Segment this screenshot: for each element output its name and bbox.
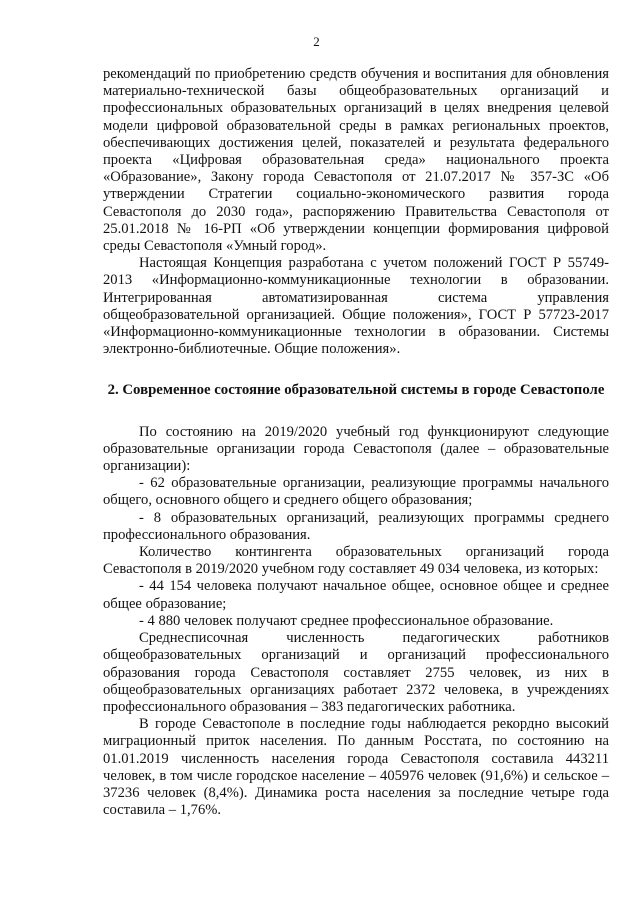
list-item-students-general: - 44 154 человека получают начальное общее, основное общее и среднее общее образование; xyxy=(103,578,609,612)
document-body xyxy=(103,66,609,819)
list-item-students-vocational: - 4 880 человек получают среднее профессиональное образование. xyxy=(139,612,554,629)
paragraph-population: В городе Севастополе в последние годы наблюдается рекордно высокий миграционный приток населения. По данным Росстата, по состоянию на 01.01.2019 численность населения города Севастополя составила 443211 человек, в том числе городское население – 405976 человек (91,6%) и сельское – 37236 человек (8,4%). Динамика роста населения за последние четыре года составила – 1,76%. xyxy=(103,716,609,819)
section-heading: 2. Современное состояние образовательной системы в городе Севастополе xyxy=(107,382,605,399)
paragraph-organizations-intro: По состоянию на 2019/2020 учебный год функционируют следующие образовательные организации города Севастополя (далее – образовательные организации): xyxy=(103,423,609,475)
page-number: 2 xyxy=(313,34,320,49)
list-item-vocational-education: - 8 образовательных организаций, реализующих программы среднего профессионального образования. xyxy=(103,509,609,543)
paragraph-gost-standards: Настоящая Концепция разработана с учетом положений ГОСТ Р 55749-2013 «Информационно-коммуникационные технологии в образовании. Интегрированная автоматизированная система управления общеобразовательной организацией. Общие положения», ГОСТ Р 57723-2017 «Информационно-коммуникационные технологии в образовании. Системы электронно-библиотечные. Общие положения». xyxy=(103,255,609,358)
paragraph-recommendations: рекомендаций по приобретению средств обучения и воспитания для обновления материально-технической базы общеобразовательных организаций и профессиональных образовательных организаций в целях внедрения целевой модели цифровой образовательной среды в рамках региональных проектов, обеспечивающих достижения целей, показателей и результата федерального проекта «Цифровая образовательная среда» национального проекта «Образование», Закону города Севастополя от 21.07.2017 № 357-ЗС «Об утверждении Стратегии социально-экономического развития города Севастополя до 2030 года», распоряжению Правительства Севастополя от 25.01.2018 № 16-РП «Об утверждении концепции формирования цифровой среды Севастополя «Умный город». xyxy=(103,66,609,255)
paragraph-teaching-staff: Среднесписочная численность педагогических работников общеобразовательных организаций и организаций профессионального образования города Севастополя составляет 2755 человек, из них в общеобразовательных организациях работает 2372 человека, в учреждениях профессионального образования – 383 педагогических работника. xyxy=(103,630,609,715)
paragraph-contingent-count: Количество контингента образовательных организаций города Севастополя в 2019/2020 учебном году составляет 49 034 человека, из которых: xyxy=(103,544,609,578)
list-item-general-education: - 62 образовательные организации, реализующие программы начального общего, основного общего и среднего общего образования; xyxy=(103,475,609,509)
